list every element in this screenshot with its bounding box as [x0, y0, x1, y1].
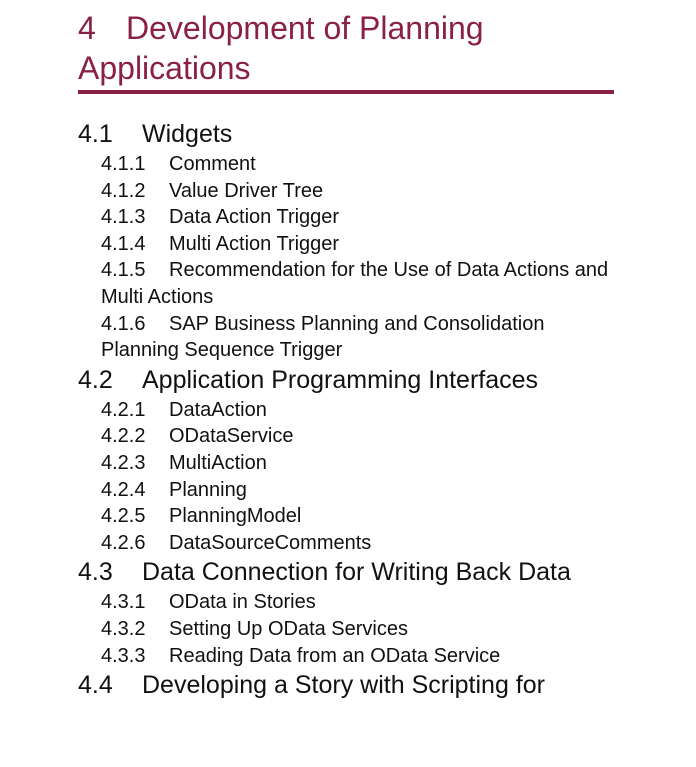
subsection-title: Data Action Trigger [169, 206, 340, 229]
subsection-number: 4.1.6 [101, 312, 146, 335]
subsection-entry [78, 589, 614, 616]
section-heading [78, 118, 614, 151]
subsection-entry [78, 204, 614, 231]
chapter-divider [78, 90, 614, 94]
section-heading [78, 669, 614, 702]
section-heading [78, 556, 614, 589]
subsection-entry [78, 616, 614, 643]
subsection-entry [78, 178, 614, 205]
chapter-title: Development of Planning Applications [78, 10, 484, 86]
subsection-title: Value Driver Tree [169, 179, 324, 202]
subsection-entry [78, 397, 614, 424]
subsection-number: 4.2.6 [101, 531, 146, 554]
subsection-title: Recommendation for the Use of Data Actions and Multi Actions [101, 259, 609, 308]
subsection-title: Setting Up OData Services [169, 617, 408, 640]
section-number: 4.2 [78, 365, 113, 394]
subsection-title: Multi Action Trigger [169, 232, 340, 255]
section-title: Developing a Story with Scripting for [142, 671, 545, 700]
subsection-title: DataSourceComments [169, 531, 372, 554]
subsection-number: 4.3.3 [101, 644, 146, 667]
section-number: 4.3 [78, 558, 113, 587]
subsection-entry [78, 503, 614, 530]
subsection-number: 4.1.2 [101, 179, 146, 202]
subsection-number: 4.1.3 [101, 206, 146, 229]
subsection-entry [78, 423, 614, 450]
subsection-number: 4.1.4 [101, 232, 146, 255]
subsection-title: OData in Stories [169, 591, 316, 614]
section-title: Data Connection for Writing Back Data [142, 558, 571, 587]
subsection-title: PlanningModel [169, 505, 302, 528]
subsection-entry [78, 530, 614, 557]
subsection-title: Comment [169, 153, 256, 175]
subsection-number: 4.2.4 [101, 478, 146, 501]
subsection-title: MultiAction [169, 451, 267, 474]
subsection-entry [78, 231, 614, 258]
subsection-entry [78, 151, 614, 178]
subsection-entry [78, 477, 614, 504]
subsection-number: 4.1.5 [101, 259, 146, 282]
subsection-title: Planning [169, 478, 247, 501]
chapter-heading [78, 8, 614, 88]
subsection-title: DataAction [169, 398, 267, 421]
subsection-entry [78, 643, 614, 670]
subsection-title: ODataService [169, 425, 294, 448]
subsection-title: SAP Business Planning and Consolidation Planning Sequence Trigger [101, 312, 545, 362]
subsection-number: 4.3.2 [101, 617, 146, 640]
section-number: 4.1 [78, 120, 113, 148]
chapter-number: 4 [78, 10, 96, 46]
subsection-number: 4.2.2 [101, 425, 146, 448]
subsection-entry [78, 450, 614, 477]
table-of-contents [78, 118, 614, 702]
section-title: Widgets [142, 120, 233, 148]
subsection-number: 4.1.1 [101, 153, 146, 175]
subsection-title: Reading Data from an OData Service [169, 644, 501, 667]
subsection-number: 4.2.1 [101, 398, 146, 421]
section-title: Application Programming Interfaces [142, 365, 539, 394]
subsection-number: 4.3.1 [101, 591, 146, 614]
subsection-entry [78, 311, 614, 364]
section-heading [78, 364, 614, 397]
section-number: 4.4 [78, 671, 113, 700]
toc-page [78, 0, 614, 702]
subsection-number: 4.2.5 [101, 505, 146, 528]
subsection-number: 4.2.3 [101, 451, 146, 474]
subsection-entry [78, 257, 614, 310]
